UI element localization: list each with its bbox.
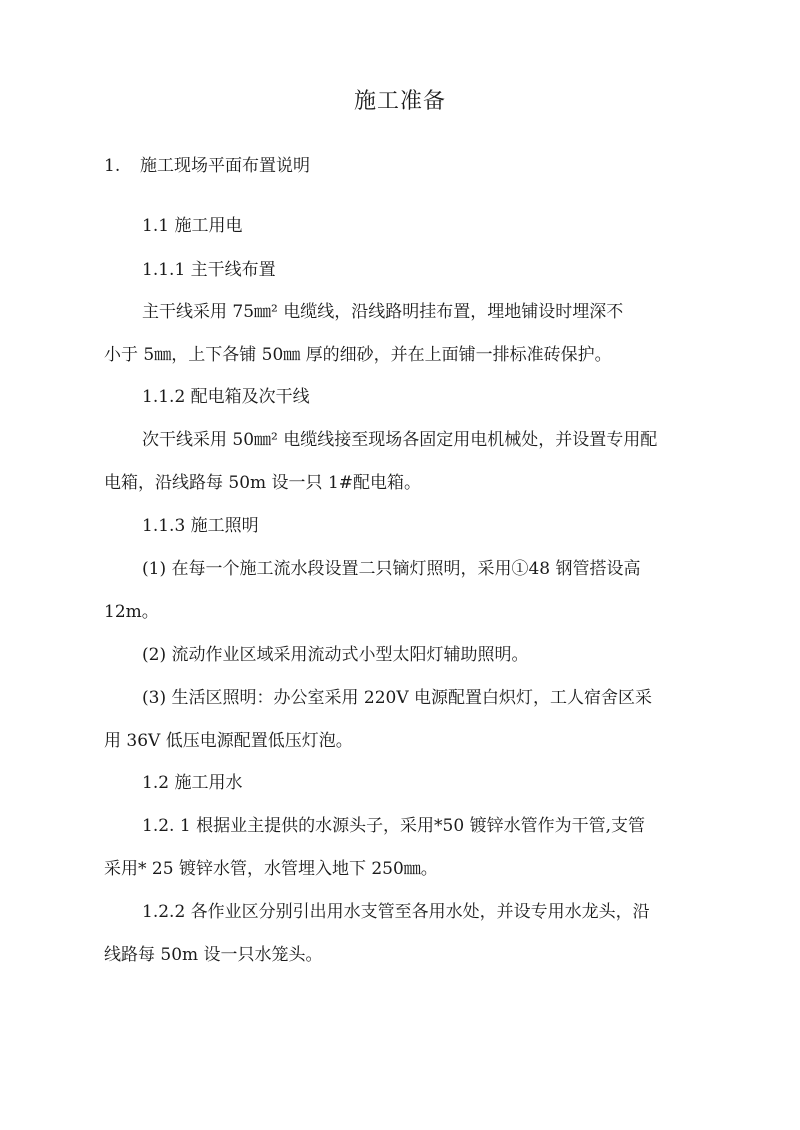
paragraph-5-line-1: (3) 生活区照明：办公室采用 220V 电源配置白炽灯，工人宿舍区采 bbox=[142, 688, 653, 708]
section-1-title: 施工现场平面布置说明 bbox=[140, 156, 310, 176]
subsection-1-1-3-heading: 1.1.3 施工照明 bbox=[142, 516, 259, 536]
section-1-number: 1. bbox=[104, 156, 121, 176]
document-title: 施工准备 bbox=[353, 89, 446, 114]
paragraph-4-line-1: (2) 流动作业区域采用流动式小型太阳灯辅助照明。 bbox=[142, 645, 529, 665]
paragraph-5-line-2: 用 36V 低压电源配置低压灯泡。 bbox=[104, 731, 353, 751]
paragraph-3-line-1: (1) 在每一个施工流水段设置二只镝灯照明，采用①48 钢管搭设高 bbox=[142, 559, 641, 579]
paragraph-7-line-1: 1.2.2 各作业区分别引出用水支管至各用水处，并设专用水龙头，沿 bbox=[142, 902, 650, 922]
paragraph-6-line-2: 采用* 25 镀锌水管，水管埋入地下 250㎜。 bbox=[104, 859, 438, 879]
section-1-heading bbox=[104, 154, 310, 178]
paragraph-6-line-1: 1.2. 1 根据业主提供的水源头子，采用*50 镀锌水管作为干管,支管 bbox=[142, 816, 646, 836]
subsection-1-1-heading: 1.1 施工用电 bbox=[142, 216, 243, 236]
paragraph-1-line-1: 主干线采用 75㎜² 电缆线，沿线路明挂布置，埋地铺设时埋深不 bbox=[142, 302, 624, 322]
paragraph-2-line-2: 电箱，沿线路每 50m 设一只 1#配电箱。 bbox=[104, 473, 422, 493]
paragraph-1-line-2: 小于 5㎜，上下各铺 50㎜ 厚的细砂，并在上面铺一排标准砖保护。 bbox=[104, 345, 612, 365]
subsection-1-1-2-heading: 1.1.2 配电箱及次干线 bbox=[142, 387, 310, 407]
subsection-1-2-heading: 1.2 施工用水 bbox=[142, 773, 243, 793]
subsection-1-1-1-heading: 1.1.1 主干线布置 bbox=[142, 260, 276, 280]
paragraph-3-line-2: 12m。 bbox=[104, 602, 159, 622]
paragraph-2-line-1: 次干线采用 50㎜² 电缆线接至现场各固定用电机械处，并设置专用配 bbox=[142, 430, 658, 450]
paragraph-7-line-2: 线路每 50m 设一只水笼头。 bbox=[104, 945, 323, 965]
